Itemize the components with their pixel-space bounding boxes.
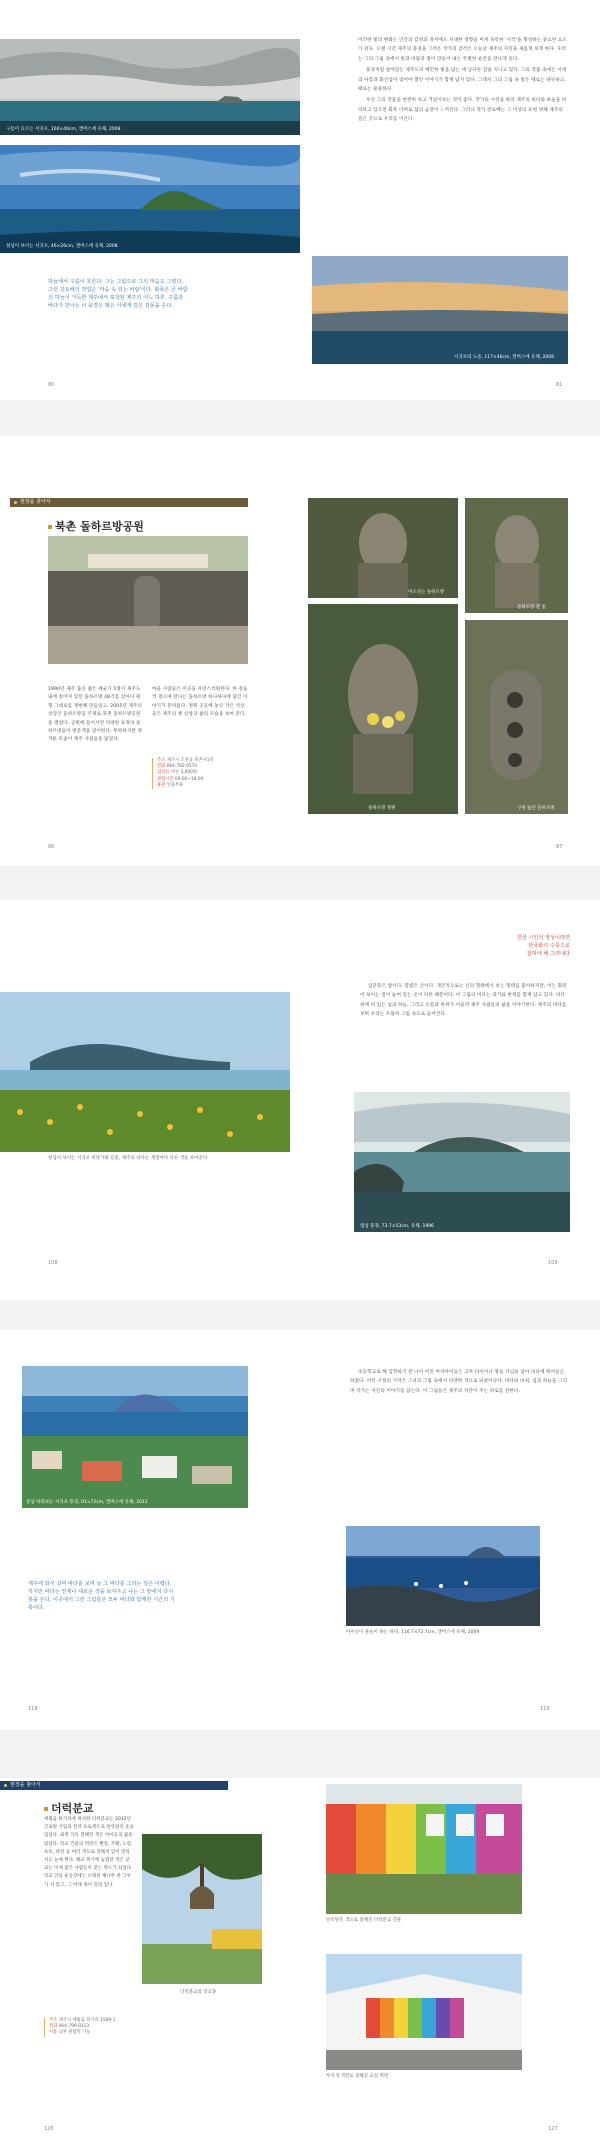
painting-munseom-town xyxy=(22,1366,248,1508)
page-gap xyxy=(0,400,600,436)
info-line: 관람시간 09:00~18:00 xyxy=(157,776,204,782)
page-number-left: 86 xyxy=(48,844,55,850)
page-number-right: 119 xyxy=(540,1706,550,1712)
page-gap xyxy=(0,866,600,900)
body-text xyxy=(358,36,568,125)
painting-beomseom xyxy=(354,1092,570,1232)
photo-stone-garden xyxy=(48,536,248,664)
info-box xyxy=(44,2018,144,2037)
caption-rainbow-wall: 무지개 색깔로 칠해진 교실 벽면 xyxy=(326,2074,389,2079)
page-number-right: 87 xyxy=(556,844,563,850)
body-text: 입춘풍은 밤이다. 봄볕은 산이다. 개인적으로는 산의 형태에서 보는 형태를 좋아하지만, 이는 화폭이 보이는 점이 놓여 있는 곳이 다른 때문이다. 이 그림의 바다는 과거와 현재를 함께 담고 있다. 바다 위에 떠 있는 섬과 하늘, 그리고 오름과 바위가 어울려 제주 사람들의 삶을 이야기한다. 제주의 바다를 보며 우리는 조용히 그림 속으로 들어간다. xyxy=(360,984,567,1018)
body-text: 애월읍 하가리에 위치한 더럭분교는 2012년 글로벌 기업의 컬러 프로젝트로 알록달록 옷을 입었다. 외벽 가득 칠해진 색은 아이들의 꿈을 닮았다. 학교 건물의 벽면은 빨강, 주황, 노랑, 초록, 파랑 등 여러 색으로 칠해져 있어 멀리서도 눈에 띈다. 폐교 위기에 놓였던 작은 분교는 이제 많은 사람들이 찾는 명소가 되었다. 학교 안의 운동장에는 오래된 팽나무 한 그루가 서 있고, 그 아래 종이 걸려 있다. xyxy=(44,1817,134,1888)
page-title: 더럭분교 xyxy=(44,1800,94,1816)
page-number-right: 109 xyxy=(548,1260,558,1266)
spread-4 xyxy=(0,1330,600,1730)
quote-text: 제주에 와서 살며 바다를 보며 늘 그 바다를 그리는 일은 어렵다. 하지만 바다는 언제나 새로운 색을 보여주고 나는 그 앞에서 다시 붓을 든다. 이곳에서 그린 그림들은 모두 바다와 함께한 시간의 기록이다. xyxy=(28,1581,175,1611)
pull-quote-line: 천상 시인의 영성이라면 xyxy=(516,935,570,941)
body-paragraph: 풍경처럼 살아있는 제주도의 예민한 빛을 담는 데 남다른 감을 지니고 있다. 그의 작품 속에는 시대의 아픔과 화산섬이 겪어야 했던 이야기가 함께 담겨 있다. 그래서 그의 그림 속 빛은 때로는 따뜻하고, 때로는 쓸쓸하다. xyxy=(358,68,567,93)
photo-rainbow-school xyxy=(326,1784,522,1914)
info-line: 이용 외부 관람만 가능 xyxy=(49,2030,91,2036)
info-line: 전화 064-782-0570 xyxy=(157,764,198,770)
caption-clouds: 구름이 흐르는 서귀포, 160×46cm, 캔버스에 유채, 2008 xyxy=(6,127,121,132)
pull-quote xyxy=(495,934,570,958)
caption-sunset: 서귀포의 노을, 117×46cm, 캔버스에 유채, 2008 xyxy=(454,355,555,360)
caption-rainbow-school: 알록달록 색으로 칠해진 더럭분교 건물 xyxy=(326,1918,402,1923)
painting-clouds xyxy=(0,39,300,135)
spread-1 xyxy=(0,0,600,400)
body-paragraph: 이러한 빛의 변화는 인간의 감정과 정서에도 지대한 영향을 미쳐 독특한 '시각'을 형성하는 중요한 요소가 된다. 오랜 시간 제주의 풍경을 그려온 작가의 감각은 오늘날 제주의 자연을 새롭게 보게 한다. 우리는 그의 그림 속에서 빛과 바람과 땅이 만들어 내는 특별한 순간을 만나게 된다. xyxy=(358,38,568,62)
photo-harubang-smile xyxy=(308,498,458,598)
spread-3 xyxy=(0,900,600,1300)
photo-harubang-stand xyxy=(465,498,568,613)
photo-harubang-flower xyxy=(308,604,458,814)
photo-coast-flowers xyxy=(0,992,290,1152)
info-line: 전화 064-799-0113 xyxy=(49,2024,90,2030)
page-number-left: 126 xyxy=(44,2126,54,2132)
page-number-left: 108 xyxy=(48,1260,58,1266)
pull-quote-line: 잡혀야 해 그려내다 xyxy=(526,951,570,957)
section-tag: 현장을 찾아서 xyxy=(10,498,248,507)
info-line: 입장료 어른 3,000원 xyxy=(157,770,197,776)
pull-quote-line: 한국화의 수묵으로 xyxy=(528,943,570,949)
info-line: 주소 제주시 애월읍 하가리 1569-1 xyxy=(49,2018,116,2023)
quote-text: 하늘에서 구름이 흐른다. 그는 그림으로 그의 마음도 그렸다. 그런 강요배의 작업은 '마음 속 있는 바람'이다. 화폭은 큰 바람의 하늘이 가득한 제주에서 포착된 제주의 어느 하루. 구름과 바다가 만나는 이 풍경은 많은 이에게 깊은 감동을 준다. xyxy=(48,279,188,309)
body-text: 초등학교로 해 입학하기 전 나이 어린 여자아이들은 고무 타이어나 땅을 디딤돌 삼아 바다에 뛰어들곤 하였다. 어린 시절의 기억은 그녀의 그림 속에서 다양한 색으로 되살아난다. 바다와 바위, 섬과 하늘을 그리며 작가는 자신의 이야기를 담는다. 이 그림들은 제주의 자연이 주는 위로를 전한다. xyxy=(350,1370,568,1394)
page-number-right: 127 xyxy=(548,2126,558,2132)
painting-island xyxy=(0,145,300,253)
caption-flower: 돌하르방 정원 xyxy=(368,806,396,811)
photo-rainbow-wall xyxy=(326,1954,522,2070)
info-box xyxy=(152,758,248,789)
caption-beomseom: 범섬 풍경, 73.7×53cm, 유채, 1996 xyxy=(360,1224,434,1229)
info-line: 휴관 연중무휴 xyxy=(157,782,184,788)
section-tag: 현장을 찾아서 xyxy=(0,1781,228,1790)
page-number-left: 80 xyxy=(48,382,55,388)
photo-school-bell xyxy=(142,1834,262,1984)
caption-munseom: 문섬 바라보는 서귀포 풍경, 91×72cm, 캔버스에 유채, 2011 xyxy=(26,1500,148,1505)
info-line: 주소 제주시 조천읍 북촌서1길 xyxy=(157,758,214,763)
page-gap xyxy=(0,1300,600,1330)
body-paragraph: 우선 그의 작품을 천천히 보고 거닐어보는 것이 좋다. 작가의 시선을 따라 제주의 바다와 하늘을 바라보고 있으면 화폭 너머로 섬의 숨결이 느껴진다. 그러나 작가 강요배는 그 이상의 표현 위해 제주의 깊은 곳으로 우리를 이끈다. xyxy=(358,98,567,123)
spread-5 xyxy=(0,1778,600,2143)
painting-sunset xyxy=(312,256,568,364)
caption-children-sea: 아이들이 물놀이 하는 바다, 116.7×72.7cm, 캔버스에 유채, 2009 xyxy=(346,1630,480,1635)
page-gap xyxy=(0,1730,600,1778)
spread-2 xyxy=(0,436,600,866)
caption-coast-flowers: 섶섬이 보이는 서귀포 바닷가와 들꽃, 제주의 바다는 계절마다 다른 색을 보여준다 xyxy=(48,1156,208,1161)
body-left: 1990년 제주 출신 젊은 예술가 5명이 제주도 내에 흩어져 있던 돌하르방 48기를 찾아다 원형 그대로를 재현해 만들었고, 2005년 제주의 상징인 돌하르방을 주제로 북촌 돌하르방공원을 열었다. 공원에 들어서면 다양한 표정의 돌하르방들이 방문객을 맞이한다. 투박하지만 정겨운 모습이 제주 사람들을 닮았다. xyxy=(48,687,143,743)
page-title: 북촌 돌하르방공원 xyxy=(48,518,144,534)
caption-holes: 구멍 뚫린 돌하르방 xyxy=(517,806,555,811)
body-right: 마을 사람들은 이곳을 자랑스러워한다. 한 걸음씩 걸으며 만나는 돌하르방 하나하나에 담긴 이야기가 흥미롭다. 정원 곳곳에 놓인 작은 석상들은 제주의 옛 신앙과 삶의 모습을 보여 준다. xyxy=(152,687,248,718)
caption-stand: 돌하르방 옆 꽃 xyxy=(517,605,546,610)
caption-smile: 미소짓는 돌하르방 xyxy=(408,590,445,595)
photo-harubang-holes xyxy=(465,620,568,814)
page-number-left: 118 xyxy=(28,1706,38,1712)
page-number-right: 81 xyxy=(556,382,563,388)
painting-children-sea xyxy=(346,1526,540,1626)
caption-bell: 더럭분교의 학교종 xyxy=(180,1990,217,1995)
caption-island: 섶섬이 보이는 서귀포, 46×26cm, 캔버스에 유채, 2008 xyxy=(6,244,118,249)
